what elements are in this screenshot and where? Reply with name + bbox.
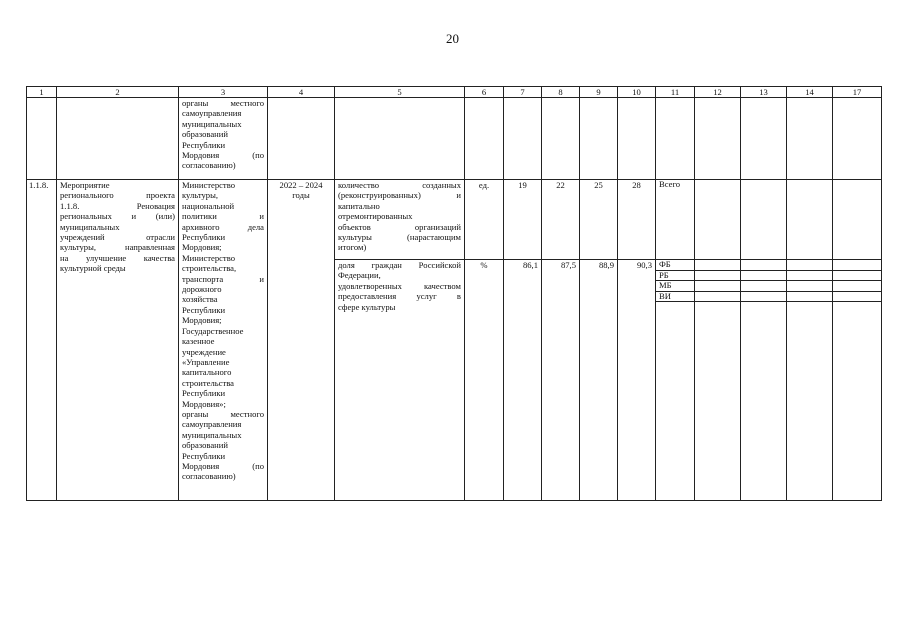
table-cell <box>833 98 882 180</box>
table-cell <box>741 281 787 292</box>
text-line: Мордовия; <box>182 242 222 253</box>
table-cell <box>787 98 833 180</box>
text-line: Республики <box>182 450 226 461</box>
table-cell <box>833 180 882 260</box>
table-cell <box>741 260 787 271</box>
col-header: 3 <box>179 87 268 98</box>
table-cell <box>618 98 656 180</box>
text-line: «Управление <box>182 356 230 367</box>
text-line: национальной <box>182 200 235 211</box>
text-line: Республики <box>182 304 226 315</box>
text-line: на улучшение качества <box>60 252 175 263</box>
table-cell <box>741 270 787 281</box>
text-line: архивного дела <box>182 221 264 232</box>
text-line: отремонтированных <box>338 211 413 222</box>
text-line: культуры, направленная <box>60 242 175 253</box>
text-line: Мордовия (по <box>182 460 264 471</box>
executor-cell <box>179 180 268 501</box>
text-line: политики и <box>182 211 264 222</box>
text-line: региональных и (или) <box>60 211 175 222</box>
text-line: удовлетворенных качеством <box>338 280 461 291</box>
funding-cell: ФБ <box>656 260 695 271</box>
col-header: 8 <box>542 87 580 98</box>
activity-name-cell <box>57 180 179 501</box>
table-cell <box>833 270 882 281</box>
table-cell <box>580 98 618 180</box>
value-cell: 19 <box>504 180 542 260</box>
text-line: культурной среды <box>60 263 126 274</box>
text-line: строительства, <box>182 263 237 274</box>
funding-cell: МБ <box>656 281 695 292</box>
text-line: муниципальных <box>182 429 242 440</box>
table-cell <box>787 260 833 271</box>
table-cell <box>465 98 504 180</box>
text-line: доля граждан Российской <box>338 260 461 270</box>
text-line: Государственное <box>182 325 244 336</box>
text-line: (реконструированных) и <box>338 190 461 201</box>
text-line: хозяйства <box>182 294 218 305</box>
text-line: Федерации, <box>338 270 381 281</box>
table-cell <box>787 281 833 292</box>
table-cell <box>695 302 741 501</box>
text-line: органы местного <box>182 408 264 419</box>
col-header: 2 <box>57 87 179 98</box>
text-line: Мордовия (по <box>182 150 264 161</box>
table-cell <box>741 291 787 302</box>
text-line: итогом) <box>338 242 367 253</box>
program-table <box>26 86 882 501</box>
col-header: 9 <box>580 87 618 98</box>
text-line: Мордовия»; <box>182 398 226 409</box>
col-header: 4 <box>268 87 335 98</box>
text-line: согласованию) <box>182 160 236 171</box>
col-header: 13 <box>741 87 787 98</box>
executor-cell <box>179 98 268 180</box>
value-cell: 87,5 <box>542 260 580 501</box>
text-line: транспорта и <box>182 273 264 284</box>
table-cell <box>695 260 741 271</box>
table-row-continuation <box>27 98 882 180</box>
table-row-activity <box>27 180 882 260</box>
unit-cell: % <box>465 260 504 501</box>
value-cell: 28 <box>618 180 656 260</box>
text-line: культуры, <box>182 190 219 201</box>
funding-cell: ВИ <box>656 291 695 302</box>
value-cell: 86,1 <box>504 260 542 501</box>
indicator-cell <box>335 260 465 501</box>
funding-cell: Всего <box>656 180 695 260</box>
text-line: самоуправления <box>182 419 242 430</box>
text-line: учреждение <box>182 346 226 357</box>
page-number: 20 <box>446 31 459 46</box>
table-cell <box>787 180 833 260</box>
table-cell <box>542 98 580 180</box>
col-header: 1 <box>27 87 57 98</box>
value-cell: 22 <box>542 180 580 260</box>
table-cell <box>833 302 882 501</box>
text-line: Мероприятие <box>60 180 110 190</box>
table-cell <box>335 98 465 180</box>
col-header: 11 <box>656 87 695 98</box>
indicator-cell <box>335 180 465 260</box>
table-cell <box>695 270 741 281</box>
period-cell <box>268 180 335 501</box>
period-line: 2022 – 2024 <box>279 180 323 190</box>
text-line: образований <box>182 129 228 140</box>
col-header: 7 <box>504 87 542 98</box>
table-cell <box>833 281 882 292</box>
text-line: Республики <box>182 139 226 150</box>
table-cell <box>741 98 787 180</box>
funding-cell: РБ <box>656 270 695 281</box>
text-line: капитально <box>338 200 380 211</box>
text-line: самоуправления <box>182 108 242 119</box>
text-line: Республики <box>182 388 226 399</box>
text-line: регионального проекта <box>60 190 175 201</box>
text-line: 1.1.8. Реновация <box>60 200 175 211</box>
table-cell <box>695 281 741 292</box>
unit-cell: ед. <box>465 180 504 260</box>
text-line: сфере культуры <box>338 301 396 312</box>
col-header: 5 <box>335 87 465 98</box>
text-line: Министерство <box>182 252 235 263</box>
table-cell <box>695 98 741 180</box>
table-cell <box>695 180 741 260</box>
period-line: годы <box>292 190 310 201</box>
column-number-row <box>27 87 882 98</box>
text-line: Министерство <box>182 180 235 190</box>
text-line: муниципальных <box>60 221 120 232</box>
table-cell <box>833 291 882 302</box>
table-cell <box>656 302 695 501</box>
text-line: капитального <box>182 367 232 378</box>
table-cell <box>656 98 695 180</box>
table-cell <box>741 180 787 260</box>
table-cell <box>741 302 787 501</box>
col-header: 6 <box>465 87 504 98</box>
table-cell <box>787 302 833 501</box>
text-line: культуры (нарастающим <box>338 232 461 243</box>
table-cell <box>27 98 57 180</box>
activity-number: 1.1.8. <box>27 180 57 501</box>
text-line: количество созданных <box>338 180 461 190</box>
col-header: 12 <box>695 87 741 98</box>
table-cell <box>268 98 335 180</box>
text-line: Республики <box>182 232 226 243</box>
text-line: Мордовия; <box>182 315 222 326</box>
col-header: 14 <box>787 87 833 98</box>
text-line: органы местного <box>182 98 264 108</box>
text-line: казенное <box>182 336 215 347</box>
text-line: учреждений отрасли <box>60 232 175 243</box>
text-line: образований <box>182 440 228 451</box>
value-cell: 88,9 <box>580 260 618 501</box>
col-header: 10 <box>618 87 656 98</box>
table-cell <box>787 291 833 302</box>
table-cell <box>787 270 833 281</box>
text-line: предоставления услуг в <box>338 291 461 302</box>
text-line: строительства <box>182 377 234 388</box>
value-cell: 90,3 <box>618 260 656 501</box>
text-line: дорожного <box>182 284 222 295</box>
text-line: муниципальных <box>182 118 242 129</box>
table-cell <box>57 98 179 180</box>
table-cell <box>833 260 882 271</box>
value-cell: 25 <box>580 180 618 260</box>
text-line: объектов организаций <box>338 221 461 232</box>
table-cell <box>504 98 542 180</box>
col-header: 17 <box>833 87 882 98</box>
text-line: согласованию) <box>182 471 236 482</box>
table-cell <box>695 291 741 302</box>
